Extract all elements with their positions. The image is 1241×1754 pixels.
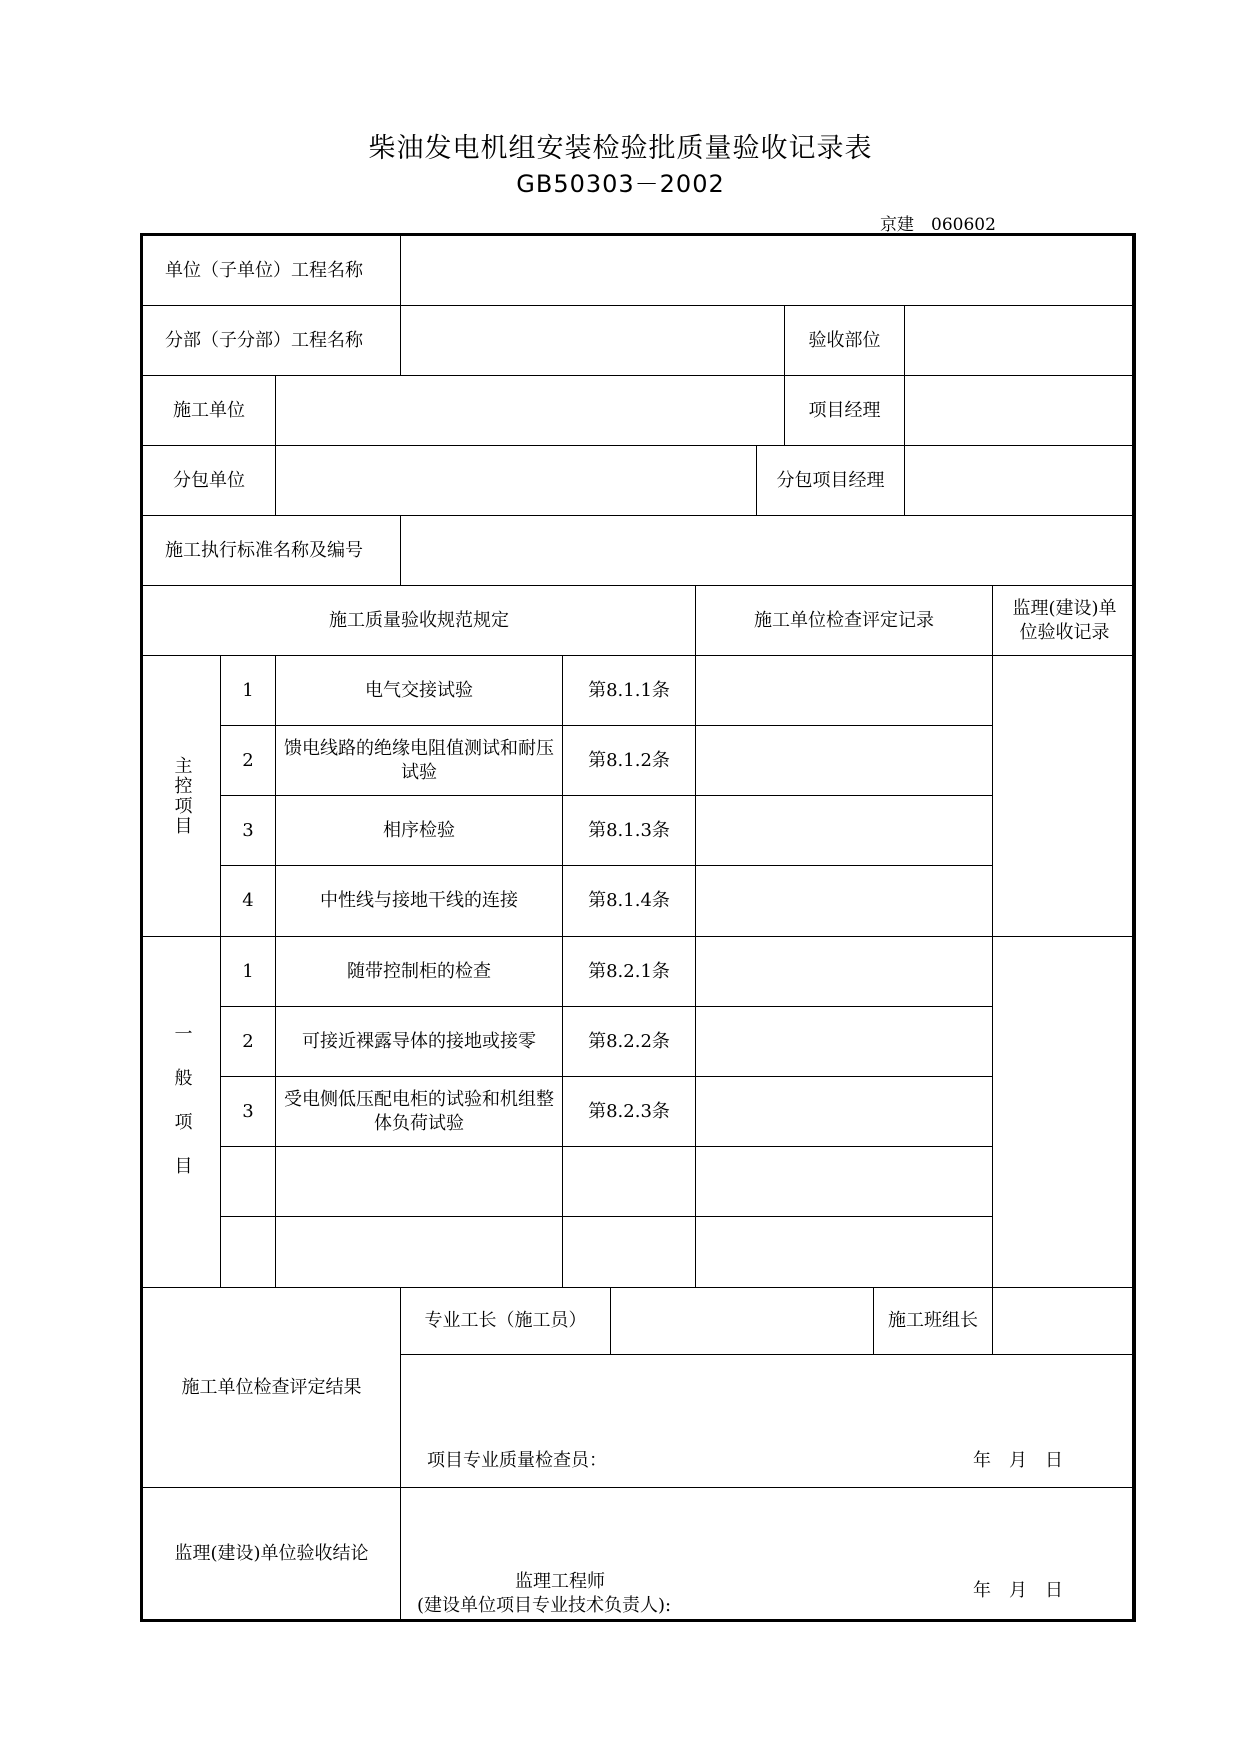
general-supervision-field[interactable] bbox=[993, 937, 1136, 1288]
general-item-name bbox=[276, 1147, 563, 1217]
main-item-no: 2 bbox=[221, 726, 276, 796]
main-item-no: 3 bbox=[221, 796, 276, 866]
conclusion-label: 监理(建设)单位验收结论 bbox=[143, 1488, 401, 1619]
sub-project-label: 分部（子分部）工程名称 bbox=[143, 306, 401, 376]
main-item-record-field[interactable] bbox=[696, 656, 993, 726]
general-item-clause bbox=[563, 1217, 696, 1288]
main-item-clause: 第8.1.1条 bbox=[563, 656, 696, 726]
general-item-name: 随带控制柜的检查 bbox=[276, 937, 563, 1007]
standard-field[interactable] bbox=[401, 516, 1136, 586]
standard-label: 施工执行标准名称及编号 bbox=[143, 516, 401, 586]
general-item-no: 2 bbox=[221, 1007, 276, 1077]
main-item-name: 电气交接试验 bbox=[276, 656, 563, 726]
general-item-clause: 第8.2.3条 bbox=[563, 1077, 696, 1147]
general-item-no: 1 bbox=[221, 937, 276, 1007]
general-item-record-field[interactable] bbox=[696, 1147, 993, 1217]
general-item-no bbox=[221, 1217, 276, 1288]
acceptance-part-label: 验收部位 bbox=[785, 306, 905, 376]
main-supervision-field[interactable] bbox=[993, 656, 1136, 937]
main-item-clause: 第8.1.4条 bbox=[563, 866, 696, 937]
project-manager-label: 项目经理 bbox=[785, 376, 905, 446]
general-item-record-field[interactable] bbox=[696, 1077, 993, 1147]
general-label: 一般项目 bbox=[143, 937, 221, 1288]
general-item-record-field[interactable] bbox=[696, 1007, 993, 1077]
subcontractor-field[interactable] bbox=[276, 446, 757, 516]
unit-project-label: 单位（子单位）工程名称 bbox=[143, 236, 401, 306]
construction-unit-label: 施工单位 bbox=[143, 376, 276, 446]
form-title: 柴油发电机组安装检验批质量验收记录表 bbox=[368, 133, 873, 164]
general-item-name bbox=[276, 1217, 563, 1288]
form-code: 京建 060602 bbox=[880, 215, 996, 235]
general-item-name: 受电侧低压配电柜的试验和机组整体负荷试验 bbox=[276, 1077, 563, 1147]
main-item-no: 1 bbox=[221, 656, 276, 726]
subcontractor-label: 分包单位 bbox=[143, 446, 276, 516]
team-leader-label: 施工班组长 bbox=[874, 1288, 993, 1355]
general-item-record-field[interactable] bbox=[696, 937, 993, 1007]
sub-manager-label: 分包项目经理 bbox=[757, 446, 905, 516]
general-item-no bbox=[221, 1147, 276, 1217]
supervision-record-header: 监理(建设)单位验收记录 bbox=[993, 586, 1136, 656]
project-manager-field[interactable] bbox=[905, 376, 1136, 446]
foreman-field[interactable] bbox=[611, 1288, 874, 1355]
inspector-label: 项目专业质量检查员： bbox=[427, 1450, 607, 1471]
foreman-label: 专业工长（施工员） bbox=[401, 1288, 611, 1355]
main-control-label: 主控项目 bbox=[143, 656, 221, 937]
general-item-no: 3 bbox=[221, 1077, 276, 1147]
acceptance-part-field[interactable] bbox=[905, 306, 1136, 376]
construction-unit-field[interactable] bbox=[276, 376, 785, 446]
spec-header: 施工质量验收规范规定 bbox=[143, 586, 696, 656]
general-item-clause: 第8.2.2条 bbox=[563, 1007, 696, 1077]
acceptance-record-form bbox=[140, 233, 1136, 1622]
main-item-name: 中性线与接地干线的连接 bbox=[276, 866, 563, 937]
engineer-sub-label: (建设单位项目专业技术负责人): bbox=[417, 1595, 672, 1616]
main-item-clause: 第8.1.2条 bbox=[563, 726, 696, 796]
sub-project-field[interactable] bbox=[401, 306, 785, 376]
sub-manager-field[interactable] bbox=[905, 446, 1136, 516]
main-item-clause: 第8.1.3条 bbox=[563, 796, 696, 866]
engineer-label: 监理工程师 bbox=[515, 1571, 605, 1592]
result-label: 施工单位检查评定结果 bbox=[143, 1288, 401, 1488]
main-item-name: 馈电线路的绝缘电阻值测试和耐压试验 bbox=[276, 726, 563, 796]
main-item-no: 4 bbox=[221, 866, 276, 937]
main-item-name: 相序检验 bbox=[276, 796, 563, 866]
unit-record-header: 施工单位检查评定记录 bbox=[696, 586, 993, 656]
general-item-clause: 第8.2.1条 bbox=[563, 937, 696, 1007]
conclusion-date: 年 月 日 bbox=[973, 1580, 1063, 1601]
main-item-record-field[interactable] bbox=[696, 796, 993, 866]
general-item-name: 可接近裸露导体的接地或接零 bbox=[276, 1007, 563, 1077]
main-item-record-field[interactable] bbox=[696, 866, 993, 937]
team-leader-field[interactable] bbox=[993, 1288, 1136, 1355]
result-date: 年 月 日 bbox=[973, 1450, 1063, 1471]
main-item-record-field[interactable] bbox=[696, 726, 993, 796]
general-item-clause bbox=[563, 1147, 696, 1217]
unit-project-field[interactable] bbox=[401, 236, 1136, 306]
form-standard: GB50303－2002 bbox=[516, 170, 725, 198]
general-item-record-field[interactable] bbox=[696, 1217, 993, 1288]
